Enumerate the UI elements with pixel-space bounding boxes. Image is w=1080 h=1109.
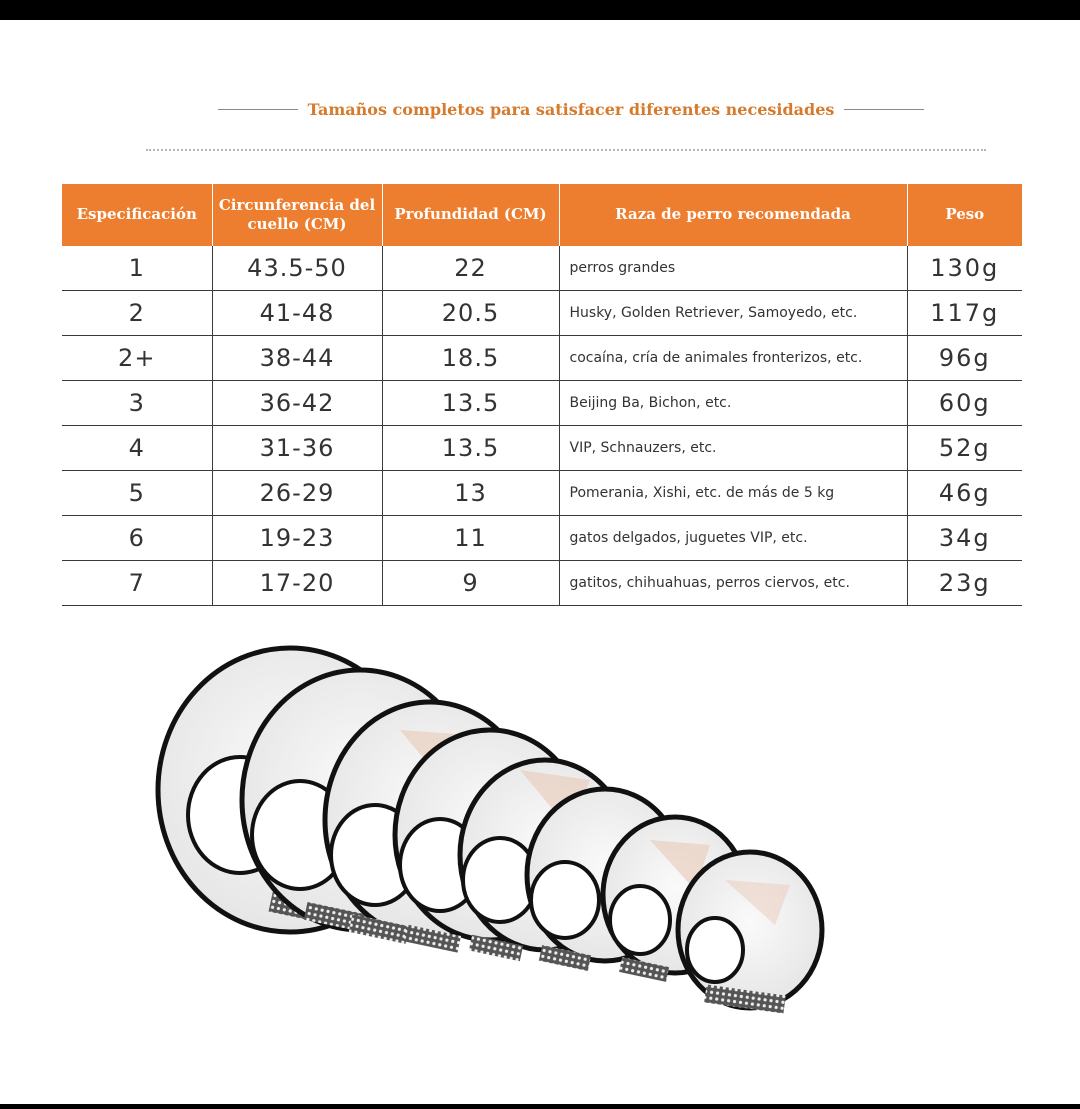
cell-breed: perros grandes: [559, 246, 907, 291]
cell-neck: 36-42: [212, 381, 382, 426]
size-table: [62, 184, 1022, 606]
table-row: [62, 516, 1022, 561]
cell-neck: 41-48: [212, 291, 382, 336]
cell-spec: 2: [62, 291, 212, 336]
cell-spec: 3: [62, 381, 212, 426]
cell-weight: 60g: [907, 381, 1022, 426]
table-row: [62, 561, 1022, 606]
bottom-black-bar: [0, 1104, 1080, 1109]
cell-spec: 5: [62, 471, 212, 516]
cell-breed: gatos delgados, juguetes VIP, etc.: [559, 516, 907, 561]
table-row: [62, 381, 1022, 426]
table-body: [62, 246, 1022, 606]
dotted-divider: [146, 149, 986, 151]
heading-left-line: [218, 109, 298, 110]
header-spec: Especificación: [62, 184, 212, 246]
cell-depth: 20.5: [382, 291, 559, 336]
cell-spec: 6: [62, 516, 212, 561]
cell-depth: 9: [382, 561, 559, 606]
cell-spec: 4: [62, 426, 212, 471]
cell-spec: 1: [62, 246, 212, 291]
cell-spec: 7: [62, 561, 212, 606]
cell-weight: 23g: [907, 561, 1022, 606]
table-row: [62, 426, 1022, 471]
table-row: [62, 471, 1022, 516]
cell-depth: 13.5: [382, 381, 559, 426]
cell-breed: Pomerania, Xishi, etc. de más de 5 kg: [559, 471, 907, 516]
cell-neck: 17-20: [212, 561, 382, 606]
cell-weight: 34g: [907, 516, 1022, 561]
cell-depth: 13: [382, 471, 559, 516]
cell-depth: 18.5: [382, 336, 559, 381]
cell-weight: 46g: [907, 471, 1022, 516]
cell-neck: 43.5-50: [212, 246, 382, 291]
table-row: [62, 336, 1022, 381]
header-breed: Raza de perro recomendada: [559, 184, 907, 246]
heading-title: Tamaños completos para satisfacer diferentes necesidades: [307, 99, 835, 119]
cell-neck: 31-36: [212, 426, 382, 471]
cell-weight: 130g: [907, 246, 1022, 291]
cell-depth: 22: [382, 246, 559, 291]
cell-neck: 19-23: [212, 516, 382, 561]
cell-breed: cocaína, cría de animales fronterizos, etc.: [559, 336, 907, 381]
cell-breed: Beijing Ba, Bichon, etc.: [559, 381, 907, 426]
header-depth: Profundidad (CM): [382, 184, 559, 246]
top-black-bar: [0, 0, 1080, 20]
section-heading: [218, 96, 924, 122]
cone-collar-8: [678, 852, 822, 1013]
table-row: [62, 291, 1022, 336]
table-header-row: [62, 184, 1022, 246]
cell-weight: 52g: [907, 426, 1022, 471]
cell-neck: 38-44: [212, 336, 382, 381]
header-weight: Peso: [907, 184, 1022, 246]
cone-collars-photo: [150, 640, 850, 1060]
cell-weight: 117g: [907, 291, 1022, 336]
cell-depth: 13.5: [382, 426, 559, 471]
cell-breed: gatitos, chihuahuas, perros ciervos, etc.: [559, 561, 907, 606]
cell-breed: VIP, Schnauzers, etc.: [559, 426, 907, 471]
header-neck: Circunferencia del cuello (CM): [212, 184, 382, 246]
cell-spec: 2+: [62, 336, 212, 381]
cell-breed: Husky, Golden Retriever, Samoyedo, etc.: [559, 291, 907, 336]
cell-neck: 26-29: [212, 471, 382, 516]
cell-depth: 11: [382, 516, 559, 561]
heading-right-line: [844, 109, 924, 110]
cell-weight: 96g: [907, 336, 1022, 381]
table-row: [62, 246, 1022, 291]
